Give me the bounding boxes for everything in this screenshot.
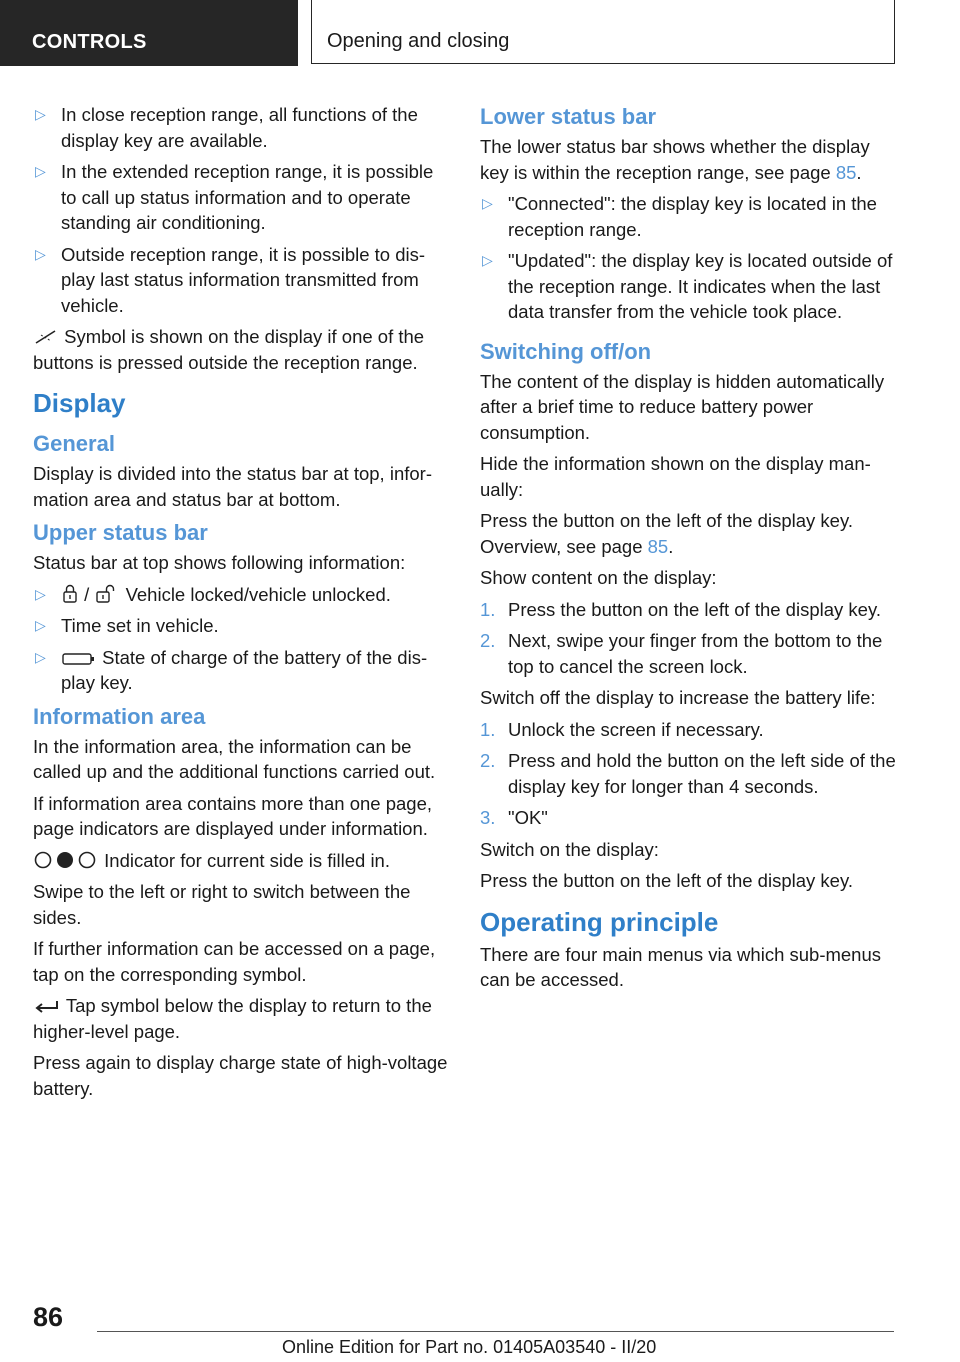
list-item-text: Time set in vehicle. xyxy=(61,615,219,636)
chapter-tab xyxy=(311,0,895,64)
footer-edition: Online Edition for Part no. 01405A03540 - II/20 xyxy=(282,1337,657,1357)
list-item-text: In close reception range, all functions of the display key are available. xyxy=(61,104,418,151)
bullet-triangle-icon: ▷ xyxy=(482,195,493,211)
right-column xyxy=(480,102,900,999)
step-number: 3. xyxy=(480,807,496,828)
page-link[interactable]: 85 xyxy=(835,161,857,183)
heading-information-area: Information area xyxy=(33,703,206,729)
step-number: 1. xyxy=(480,598,496,620)
heading-display: Display xyxy=(33,388,126,418)
no-signal-icon xyxy=(33,328,59,346)
info-paragraph: If information area contains more than one page, page indicators are displayed under information. xyxy=(33,792,433,839)
switch-paragraph: Switch off the display to increase the battery life: xyxy=(480,687,876,708)
numbered-step xyxy=(480,717,900,743)
list-item xyxy=(33,645,450,696)
switch-paragraph: Press the button on the left of the display key. xyxy=(480,870,853,891)
general-text: Display is divided into the status bar at top, information area and status bar at bottom. xyxy=(33,463,432,510)
bullet-triangle-icon: ▷ xyxy=(35,648,46,665)
upper-text: Status bar at top shows following information: xyxy=(33,552,406,573)
symbol-note-text: Symbol is shown on the display if one of the buttons is pressed outside the reception range. xyxy=(33,326,425,373)
indicator-note xyxy=(33,848,450,874)
back-text: Tap symbol below the display to return to the higher-level page. xyxy=(33,995,432,1042)
numbered-step xyxy=(480,805,900,831)
heading-switching: Switching off/on xyxy=(480,338,652,364)
switch-paragraph: Hide the information shown on the display manually: xyxy=(480,453,871,500)
bullet-triangle-icon: ▷ xyxy=(35,245,46,262)
step-text: Next, swipe your finger from the bottom to the top to cancel the screen lock. xyxy=(508,630,883,677)
operating-paragraph: There are four main menus via which sub-menus can be accessed. xyxy=(480,943,882,990)
info-paragraph: In the information area, the information can be called up and the additional functions carried out. xyxy=(33,735,436,782)
list-item-text: Outside reception range, it is possible to display last status information transmitted from vehicle. xyxy=(61,243,426,316)
info-paragraph: Press again to display charge state of high-voltage battery. xyxy=(33,1052,448,1099)
numbered-step xyxy=(480,628,900,679)
bullet-triangle-icon: ▷ xyxy=(482,252,493,268)
indicator-text: Indicator for current side is filled in. xyxy=(104,849,390,871)
step-text: Press and hold the button on the left side of the display key for longer than 4 seconds. xyxy=(508,750,896,797)
numbered-step xyxy=(480,748,900,799)
heading-operating-principle: Operating principle xyxy=(480,906,719,937)
page-header xyxy=(0,0,960,66)
heading-lower-status-bar: Lower status bar xyxy=(480,104,657,129)
lower-paragraph xyxy=(480,134,900,185)
left-column xyxy=(33,102,450,1107)
bullet-triangle-icon: ▷ xyxy=(35,106,46,122)
chapter-title: Opening and closing xyxy=(327,30,510,52)
list-item xyxy=(33,102,450,153)
footer-divider xyxy=(97,1331,894,1332)
lock-closed-icon xyxy=(61,584,79,604)
info-paragraph: If further information can be accessed on a page, tap on the corresponding symbol. xyxy=(33,938,436,985)
switch-paragraph xyxy=(480,508,900,559)
heading-general: General xyxy=(33,431,115,456)
period: . xyxy=(856,161,862,183)
step-number: 2. xyxy=(480,630,496,651)
list-item-text: "Connected": the display key is located in the reception range. xyxy=(508,193,877,240)
battery-icon xyxy=(61,651,97,667)
list-item xyxy=(33,242,450,319)
switch-text: Press the button on the left of the display key. Overview, see page xyxy=(480,510,853,557)
lock-separator: / xyxy=(84,583,90,605)
bullet-triangle-icon: ▷ xyxy=(35,163,46,179)
bullet-triangle-icon: ▷ xyxy=(35,617,46,633)
list-item xyxy=(480,248,900,325)
step-number: 1. xyxy=(480,718,496,740)
list-item-text: Vehicle locked/vehicle unlocked. xyxy=(125,583,391,605)
page-number: 86 xyxy=(33,1302,64,1332)
back-note xyxy=(33,993,450,1044)
step-number: 2. xyxy=(480,750,496,771)
step-text: Unlock the screen if necessary. xyxy=(508,718,764,740)
list-item-text: "Updated": the display key is located outside of the reception range. It indicates when the last data transfer from the vehicle took place. xyxy=(508,250,893,322)
lower-text: The lower status bar shows whether the display key is within the reception range, see page xyxy=(480,136,870,183)
list-item xyxy=(33,582,450,608)
list-item xyxy=(480,191,900,242)
period: . xyxy=(668,535,674,557)
section-tab xyxy=(0,0,298,66)
symbol-note xyxy=(33,324,450,375)
page-link[interactable]: 85 xyxy=(647,535,669,557)
list-item-text: State of charge of the battery of the display key. xyxy=(61,646,428,693)
switch-paragraph: Show content on the display: xyxy=(480,567,717,588)
info-paragraph: Swipe to the left or right to switch between the sides. xyxy=(33,881,411,928)
step-text: "OK" xyxy=(508,807,548,828)
list-item xyxy=(33,613,450,639)
list-item-text: In the extended reception range, it is possible to call up status information and to operate standing air conditioning. xyxy=(61,161,434,233)
step-text: Press the button on the left of the display key. xyxy=(508,598,881,620)
page-dots-icon xyxy=(33,850,99,870)
switch-paragraph: Switch on the display: xyxy=(480,838,659,860)
bullet-triangle-icon: ▷ xyxy=(35,585,46,602)
switch-paragraph: The content of the display is hidden automatically after a brief time to reduce battery power consumption. xyxy=(480,370,885,443)
heading-upper-status-bar: Upper status bar xyxy=(33,520,208,545)
lock-open-icon xyxy=(94,584,120,604)
back-arrow-icon xyxy=(33,997,61,1015)
section-label: CONTROLS xyxy=(32,31,147,53)
list-item xyxy=(33,159,450,236)
numbered-step xyxy=(480,597,900,623)
